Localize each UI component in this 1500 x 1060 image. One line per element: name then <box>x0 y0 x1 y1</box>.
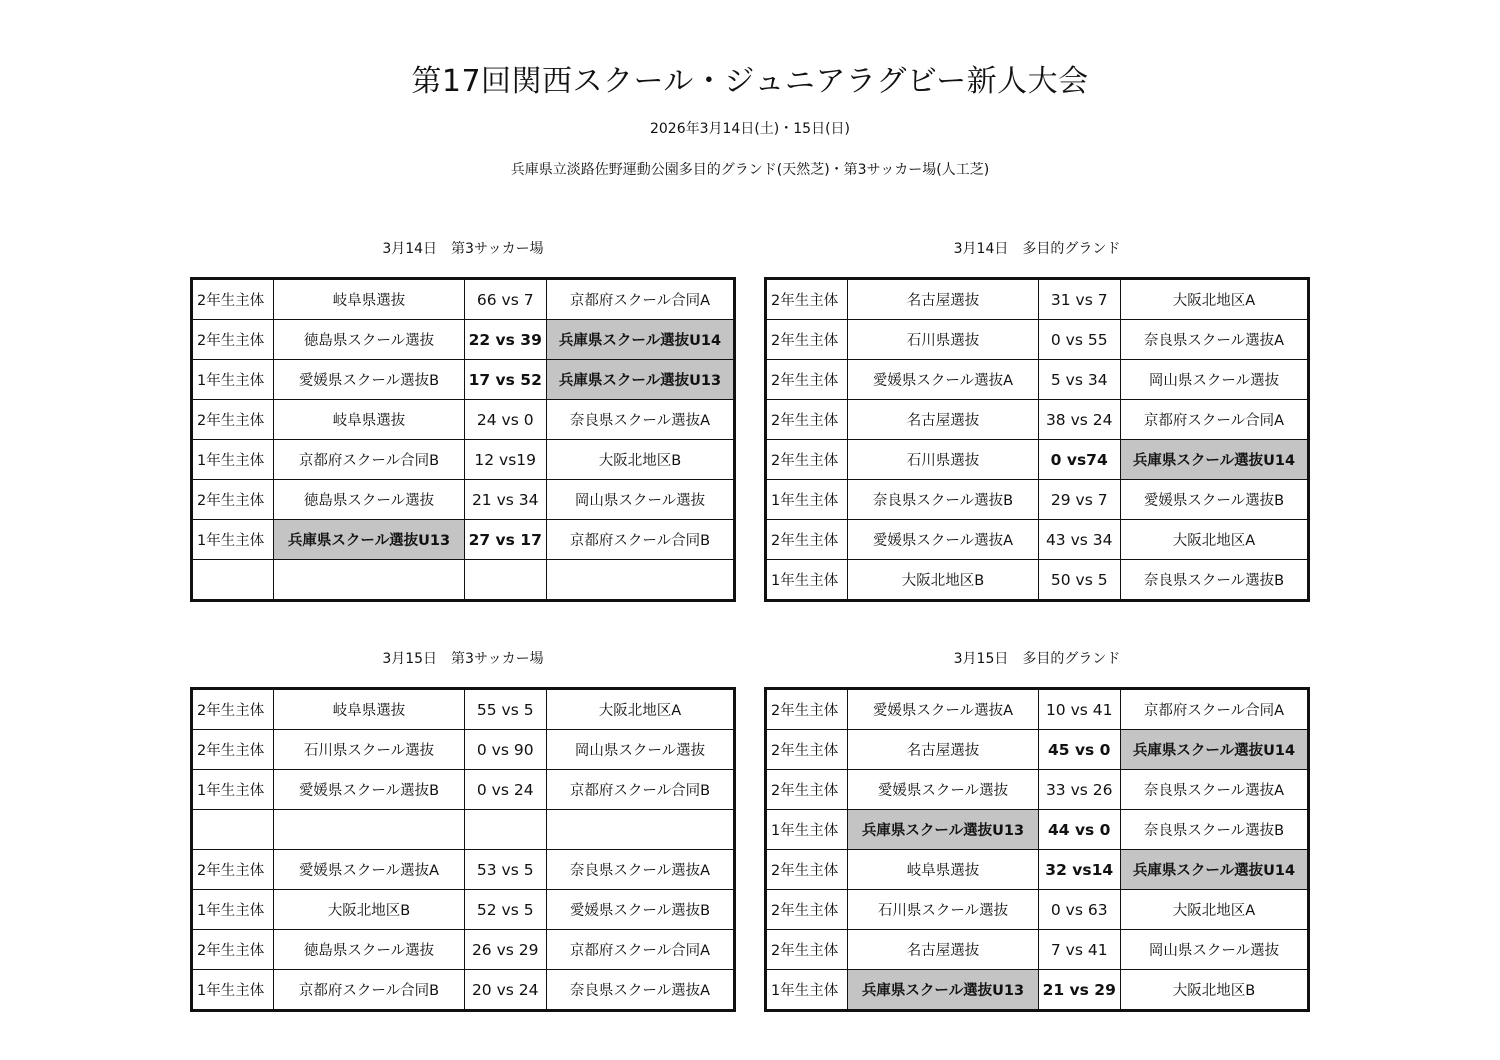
team-2-name: 京都府スクール合同A <box>1120 400 1308 440</box>
team-2-name: 岡山県スクール選抜 <box>546 730 734 770</box>
team-1-name: 名古屋選抜 <box>848 730 1038 770</box>
match-category: 1年生主体 <box>766 560 848 601</box>
team-2-name: 京都府スクール合同A <box>546 279 734 320</box>
team-2-name: 大阪北地区A <box>546 689 734 730</box>
schedule-table <box>190 687 736 1012</box>
schedule-block-day2-soccer-field <box>190 648 736 1012</box>
team-1-name: 石川県スクール選抜 <box>848 890 1038 930</box>
match-score: 7 vs 41 <box>1038 930 1120 970</box>
team-1-name: 岐阜県選抜 <box>274 689 464 730</box>
match-score: 45 vs 0 <box>1038 730 1120 770</box>
match-row <box>192 440 735 480</box>
match-category: 2年生主体 <box>192 480 274 520</box>
team-2-name: 大阪北地区A <box>1120 890 1308 930</box>
team-1-name: 京都府スクール合同B <box>274 970 464 1011</box>
team-1-name: 愛媛県スクール選抜A <box>848 360 1038 400</box>
match-score: 29 vs 7 <box>1038 480 1120 520</box>
team-1-name: 愛媛県スクール選抜A <box>274 850 464 890</box>
team-2-name: 兵庫県スクール選抜U13 <box>546 360 734 400</box>
match-row <box>766 440 1309 480</box>
team-1-name: 名古屋選抜 <box>848 279 1038 320</box>
match-row <box>192 320 735 360</box>
match-score: 0 vs 90 <box>464 730 546 770</box>
match-score: 0 vs74 <box>1038 440 1120 480</box>
team-2-name <box>546 810 734 850</box>
event-venue: 兵庫県立淡路佐野運動公園多目的グランド(天然芝)・第3サッカー場(人工芝) <box>510 162 990 178</box>
schedule-table <box>764 277 1310 602</box>
team-1-name <box>274 810 464 850</box>
team-2-name: 京都府スクール合同A <box>546 930 734 970</box>
schedule-heading: 3月14日 第3サッカー場 <box>382 241 544 257</box>
event-date: 2026年3月14日(土)・15日(日) <box>649 121 850 137</box>
match-score: 5 vs 34 <box>1038 360 1120 400</box>
team-2-name: 大阪北地区B <box>546 440 734 480</box>
match-score: 22 vs 39 <box>464 320 546 360</box>
match-row <box>766 360 1309 400</box>
match-score: 0 vs 63 <box>1038 890 1120 930</box>
match-row <box>192 850 735 890</box>
match-category: 2年生主体 <box>766 400 848 440</box>
match-score: 21 vs 29 <box>1038 970 1120 1011</box>
team-1-name: 石川県選抜 <box>848 440 1038 480</box>
match-category: 1年生主体 <box>766 480 848 520</box>
match-row <box>192 770 735 810</box>
match-row <box>766 890 1309 930</box>
match-category <box>192 810 274 850</box>
match-category: 2年生主体 <box>766 850 848 890</box>
team-1-name: 愛媛県スクール選抜A <box>848 689 1038 730</box>
match-score: 21 vs 34 <box>464 480 546 520</box>
match-row <box>766 850 1309 890</box>
match-category: 2年生主体 <box>766 520 848 560</box>
team-2-name: 岡山県スクール選抜 <box>546 480 734 520</box>
match-category: 2年生主体 <box>766 730 848 770</box>
match-score <box>464 810 546 850</box>
team-2-name: 大阪北地区A <box>1120 279 1308 320</box>
schedule-table <box>190 277 736 602</box>
team-1-name: 名古屋選抜 <box>848 400 1038 440</box>
match-score: 38 vs 24 <box>1038 400 1120 440</box>
match-category <box>192 560 274 601</box>
schedule-heading: 3月15日 多目的グランド <box>953 651 1121 667</box>
match-row <box>192 560 735 601</box>
match-row <box>192 730 735 770</box>
match-category: 2年生主体 <box>766 320 848 360</box>
match-category: 1年生主体 <box>192 360 274 400</box>
team-1-name: 愛媛県スクール選抜B <box>274 360 464 400</box>
match-score: 32 vs14 <box>1038 850 1120 890</box>
team-1-name: 石川県選抜 <box>848 320 1038 360</box>
team-2-name: 大阪北地区B <box>1120 970 1308 1011</box>
match-category: 2年生主体 <box>192 279 274 320</box>
match-score: 53 vs 5 <box>464 850 546 890</box>
team-1-name: 大阪北地区B <box>848 560 1038 601</box>
match-score: 66 vs 7 <box>464 279 546 320</box>
schedule-heading: 3月14日 多目的グランド <box>953 241 1121 257</box>
match-category: 1年生主体 <box>192 520 274 560</box>
match-score: 52 vs 5 <box>464 890 546 930</box>
match-category: 2年生主体 <box>766 440 848 480</box>
match-score: 0 vs 24 <box>464 770 546 810</box>
team-2-name: 奈良県スクール選抜B <box>1120 560 1308 601</box>
match-category: 2年生主体 <box>192 689 274 730</box>
match-row <box>766 810 1309 850</box>
match-row <box>192 400 735 440</box>
match-category: 2年生主体 <box>192 400 274 440</box>
team-2-name: 京都府スクール合同B <box>546 520 734 560</box>
page-title: 第17回関西スクール・ジュニアラグビー新人大会 <box>411 64 1089 99</box>
schedule-heading: 3月15日 第3サッカー場 <box>382 651 544 667</box>
team-1-name <box>274 560 464 601</box>
team-2-name: 兵庫県スクール選抜U14 <box>1120 850 1308 890</box>
team-2-name: 奈良県スクール選抜A <box>546 970 734 1011</box>
match-row <box>192 890 735 930</box>
team-1-name: 京都府スクール合同B <box>274 440 464 480</box>
team-1-name: 兵庫県スクール選抜U13 <box>848 810 1038 850</box>
team-1-name: 愛媛県スクール選抜 <box>848 770 1038 810</box>
team-2-name: 兵庫県スクール選抜U14 <box>546 320 734 360</box>
match-category: 2年生主体 <box>192 930 274 970</box>
match-score: 31 vs 7 <box>1038 279 1120 320</box>
team-1-name: 徳島県スクール選抜 <box>274 930 464 970</box>
match-category: 2年生主体 <box>192 320 274 360</box>
schedule-table <box>764 687 1310 1012</box>
team-1-name: 兵庫県スクール選抜U13 <box>848 970 1038 1011</box>
match-row <box>192 689 735 730</box>
match-row <box>192 279 735 320</box>
match-score: 20 vs 24 <box>464 970 546 1011</box>
match-row <box>766 930 1309 970</box>
team-1-name: 徳島県スクール選抜 <box>274 320 464 360</box>
team-1-name: 名古屋選抜 <box>848 930 1038 970</box>
team-2-name: 愛媛県スクール選抜B <box>546 890 734 930</box>
match-row <box>192 480 735 520</box>
team-1-name: 岐阜県選抜 <box>274 279 464 320</box>
team-2-name: 兵庫県スクール選抜U14 <box>1120 730 1308 770</box>
match-score: 55 vs 5 <box>464 689 546 730</box>
team-2-name: 京都府スクール合同B <box>546 770 734 810</box>
team-1-name: 岐阜県選抜 <box>274 400 464 440</box>
match-category: 1年生主体 <box>192 440 274 480</box>
match-category: 2年生主体 <box>192 730 274 770</box>
team-2-name: 京都府スクール合同A <box>1120 689 1308 730</box>
team-2-name: 兵庫県スクール選抜U14 <box>1120 440 1308 480</box>
match-category: 2年生主体 <box>766 930 848 970</box>
team-1-name: 徳島県スクール選抜 <box>274 480 464 520</box>
match-row <box>766 730 1309 770</box>
team-2-name: 奈良県スクール選抜A <box>1120 320 1308 360</box>
team-2-name: 奈良県スクール選抜A <box>546 400 734 440</box>
match-score: 17 vs 52 <box>464 360 546 400</box>
match-row <box>766 970 1309 1011</box>
match-category: 1年生主体 <box>192 970 274 1011</box>
match-category: 1年生主体 <box>766 810 848 850</box>
match-row <box>766 480 1309 520</box>
match-row <box>766 770 1309 810</box>
match-category: 2年生主体 <box>192 850 274 890</box>
match-score: 10 vs 41 <box>1038 689 1120 730</box>
team-2-name <box>546 560 734 601</box>
match-row <box>766 560 1309 601</box>
match-score: 27 vs 17 <box>464 520 546 560</box>
match-score: 12 vs19 <box>464 440 546 480</box>
match-row <box>192 810 735 850</box>
match-category: 2年生主体 <box>766 279 848 320</box>
schedule-block-day1-soccer-field <box>190 238 736 602</box>
match-score <box>464 560 546 601</box>
team-1-name: 岐阜県選抜 <box>848 850 1038 890</box>
team-2-name: 大阪北地区A <box>1120 520 1308 560</box>
match-row <box>766 279 1309 320</box>
team-2-name: 奈良県スクール選抜A <box>546 850 734 890</box>
match-row <box>766 689 1309 730</box>
match-row <box>766 320 1309 360</box>
match-score: 26 vs 29 <box>464 930 546 970</box>
team-1-name: 兵庫県スクール選抜U13 <box>274 520 464 560</box>
team-1-name: 愛媛県スクール選抜A <box>848 520 1038 560</box>
match-category: 2年生主体 <box>766 890 848 930</box>
match-category: 1年生主体 <box>766 970 848 1011</box>
match-score: 33 vs 26 <box>1038 770 1120 810</box>
match-score: 43 vs 34 <box>1038 520 1120 560</box>
team-1-name: 石川県スクール選抜 <box>274 730 464 770</box>
match-score: 50 vs 5 <box>1038 560 1120 601</box>
team-2-name: 奈良県スクール選抜A <box>1120 770 1308 810</box>
team-2-name: 奈良県スクール選抜B <box>1120 810 1308 850</box>
match-row <box>766 520 1309 560</box>
match-category: 2年生主体 <box>766 689 848 730</box>
match-row <box>766 400 1309 440</box>
team-1-name: 愛媛県スクール選抜B <box>274 770 464 810</box>
match-category: 2年生主体 <box>766 360 848 400</box>
match-row <box>192 520 735 560</box>
team-2-name: 愛媛県スクール選抜B <box>1120 480 1308 520</box>
schedule-block-day1-multipurpose-ground <box>764 238 1310 602</box>
team-2-name: 岡山県スクール選抜 <box>1120 930 1308 970</box>
match-score: 24 vs 0 <box>464 400 546 440</box>
match-category: 2年生主体 <box>766 770 848 810</box>
match-category: 1年生主体 <box>192 890 274 930</box>
team-1-name: 大阪北地区B <box>274 890 464 930</box>
match-category: 1年生主体 <box>192 770 274 810</box>
schedule-block-day2-multipurpose-ground <box>764 648 1310 1012</box>
match-row <box>192 360 735 400</box>
match-row <box>192 970 735 1011</box>
team-1-name: 奈良県スクール選抜B <box>848 480 1038 520</box>
match-row <box>192 930 735 970</box>
match-score: 44 vs 0 <box>1038 810 1120 850</box>
match-score: 0 vs 55 <box>1038 320 1120 360</box>
team-2-name: 岡山県スクール選抜 <box>1120 360 1308 400</box>
